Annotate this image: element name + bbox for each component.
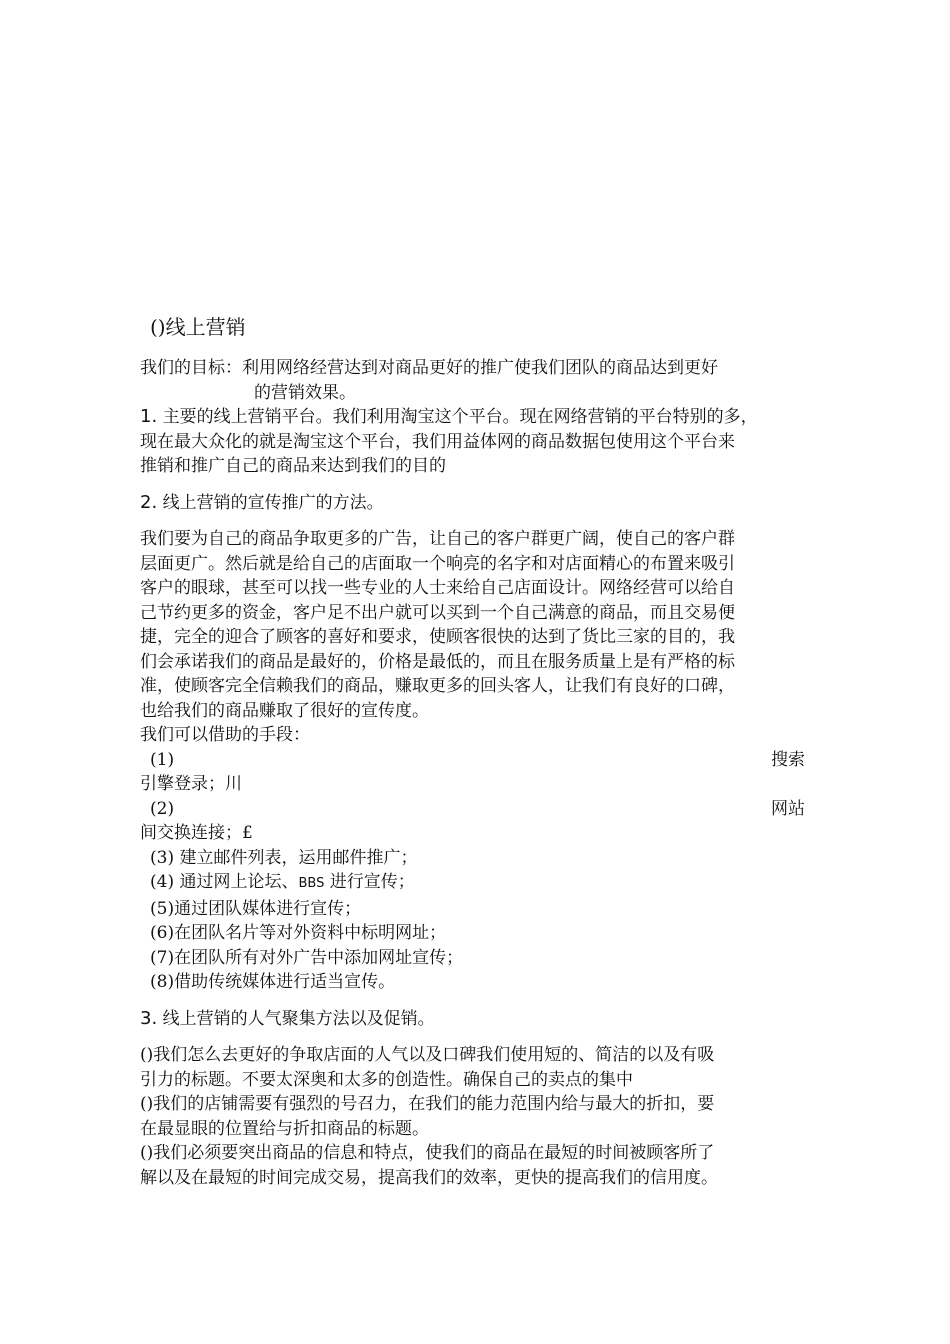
list-item-1: (1) 搜索 [150, 749, 805, 770]
list-item-5: (5)通过团队媒体进行宣传； [150, 898, 362, 919]
s1-line-3: 推销和推广自己的商品来达到我们的目的 [140, 456, 446, 476]
list-item-6: (6)在团队名片等对外资料中标明网址； [150, 923, 447, 943]
s3-para-line: 解以及在最短的时间完成交易，提高我们的效率，更快的提高我们的信用度。 [140, 1167, 718, 1188]
s2-para-line: 也给我们的商品赚取了很好的宣传度。 [140, 700, 429, 721]
s2-para-line: 我们要为自己的商品争取更多的广告，让自己的客户群更广阔，使自己的客户群 [140, 529, 735, 549]
means-intro: 我们可以借助的手段： [140, 725, 310, 745]
document-page [140, 312, 805, 1190]
s3-number: 3. [140, 1007, 158, 1029]
list-item-8: (8)借助传统媒体进行适当宣传。 [150, 972, 396, 992]
s3-para-line: ()我们必须要突出商品的信息和特点，使我们的商品在最短的时间被顾客所了 [140, 1143, 715, 1163]
list-item-2-continued: 间交换连接；£ [140, 823, 253, 843]
goal-line-1: 我们的目标：利用网络经营达到对商品更好的推广使我们团队的商品达到更好 [140, 358, 718, 378]
goal-line-2: 的营销效果。 [254, 382, 356, 403]
section-heading: ()线上营销 [150, 315, 246, 339]
s2-para-line: 准，使顾客完全信赖我们的商品，赚取更多的回头客人，让我们有良好的口碑， [140, 676, 735, 696]
s1-line-2: 现在最大众化的就是淘宝这个平台，我们用益体网的商品数据包使用这个平台来 [140, 431, 735, 452]
s3-para-line: ()我们怎么去更好的争取店面的人气以及口碑我们使用短的、简洁的以及有吸 [140, 1045, 715, 1065]
s2-para-line: 捷，完全的迎合了顾客的喜好和要求，使顾客很快的达到了货比三家的目的，我 [140, 627, 735, 647]
s3-para-line: 引力的标题。不要太深奥和太多的创造性。确保自己的卖点的集中 [140, 1069, 633, 1090]
s2-para-line: 们会承诺我们的商品是最好的，价格是最低的，而且在服务质量上是有严格的标 [140, 651, 735, 672]
list-item-7: (7)在团队所有对外广告中添加网址宣传； [150, 947, 464, 968]
list-item-1-continued: 引擎登录；川 [140, 774, 242, 794]
list-item-2: (2) 网站 [150, 798, 805, 819]
list-item-3: (3) 建立邮件列表，运用邮件推广； [150, 847, 418, 868]
s2-para-line: 层面更广。然后就是给自己的店面取一个响亮的名字和对店面精心的布置来吸引 [140, 553, 735, 574]
s3-para-line: ()我们的店铺需要有强烈的号召力，在我们的能力范围内给与最大的折扣，要 [140, 1094, 715, 1114]
s2-para-line: 己节约更多的资金，客户足不出户就可以买到一个自己满意的商品，而且交易便 [140, 602, 735, 623]
s2-number: 2. [140, 491, 158, 513]
s1-number: 1. [140, 406, 158, 427]
s3-title: 3. 线上营销的人气聚集方法以及促销。 [140, 1007, 435, 1029]
s1-line-1: 1. 主要的线上营销平台。我们利用淘宝这个平台。现在网络营销的平台特别的多， [140, 406, 758, 427]
s3-para-line: 在最显眼的位置给与折扣商品的标题。 [140, 1118, 429, 1139]
s2-title: 2. 线上营销的宣传推广的方法。 [140, 491, 384, 513]
s2-para-line: 客户的眼球，甚至可以找一些专业的人士来给自己店面设计。网络经营可以给自 [140, 578, 735, 598]
list-item-4: (4) 通过网上论坛、BBS 进行宣传； [150, 872, 415, 892]
